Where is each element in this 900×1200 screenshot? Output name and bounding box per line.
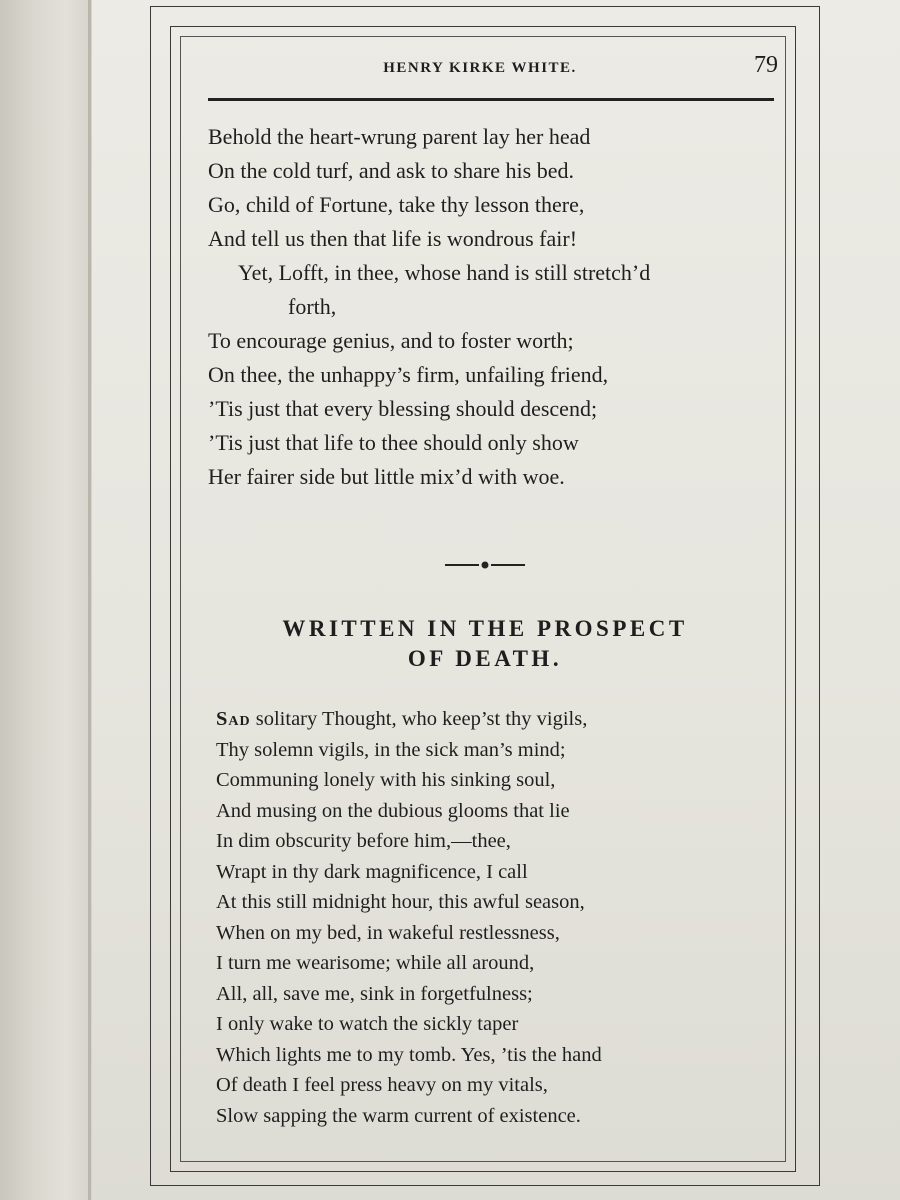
verse-line: Communing lonely with his sinking soul, xyxy=(216,769,556,791)
gutter-edge xyxy=(88,0,91,1200)
verse-line-continuation: forth, xyxy=(288,294,337,319)
verse-line: Her fairer side but little mix’d with woe. xyxy=(208,464,565,489)
verse-line: ’Tis just that life to thee should only show xyxy=(208,430,579,455)
section-ornament xyxy=(445,560,525,570)
verse-line: And musing on the dubious glooms that lie xyxy=(216,799,570,822)
poem-title xyxy=(200,614,770,674)
drop-word: Sad xyxy=(216,708,251,730)
verse-line: When on my bed, in wakeful restlessness, xyxy=(216,921,560,944)
verse-line: Which lights me to my tomb. Yes, ’tis the hand xyxy=(216,1043,602,1066)
verse-line: At this still midnight hour, this awful season, xyxy=(216,891,585,913)
verse-line: To encourage genius, and to foster worth; xyxy=(208,328,574,353)
verse-line: And tell us then that life is wondrous fair! xyxy=(208,226,578,251)
stanza-one xyxy=(208,120,650,494)
book-gutter xyxy=(0,0,95,1200)
verse-line: Go, child of Fortune, take thy lesson there, xyxy=(208,192,585,217)
verse-line: On thee, the unhappy’s firm, unfailing friend, xyxy=(208,362,609,387)
page-number: 79 xyxy=(754,52,778,78)
running-head: HENRY KIRKE WHITE. xyxy=(383,60,577,76)
poem-body xyxy=(216,704,602,1131)
verse-line: On the cold turf, and ask to share his bed. xyxy=(208,158,574,183)
verse-line: In dim obscurity before him,—thee, xyxy=(216,830,511,852)
verse-line: Yet, Lofft, in thee, whose hand is still stretch’d xyxy=(238,260,651,285)
verse-line: Behold the heart-wrung parent lay her head xyxy=(208,124,591,149)
verse-line-first xyxy=(216,704,602,735)
verse-line: I only wake to watch the sickly taper xyxy=(216,1013,519,1035)
poem-title-line-1: WRITTEN IN THE PROSPECT xyxy=(282,616,688,641)
poem-title-line-2: OF DEATH. xyxy=(407,646,563,671)
verse-line: I turn me wearisome; while all around, xyxy=(216,952,535,974)
header-rule xyxy=(208,98,774,101)
verse-line: Of death I feel press heavy on my vitals, xyxy=(216,1074,548,1096)
verse-line: Slow sapping the warm current of existence. xyxy=(216,1104,581,1127)
verse-line: All, all, save me, sink in forgetfulness; xyxy=(216,982,533,1005)
verse-line: Thy solemn vigils, in the sick man’s mind; xyxy=(216,738,566,761)
first-line-rest: solitary Thought, who keep’st thy vigils, xyxy=(250,708,588,730)
verse-line: Wrapt in thy dark magnificence, I call xyxy=(216,860,528,883)
verse-line: ’Tis just that every blessing should descend; xyxy=(208,396,598,421)
